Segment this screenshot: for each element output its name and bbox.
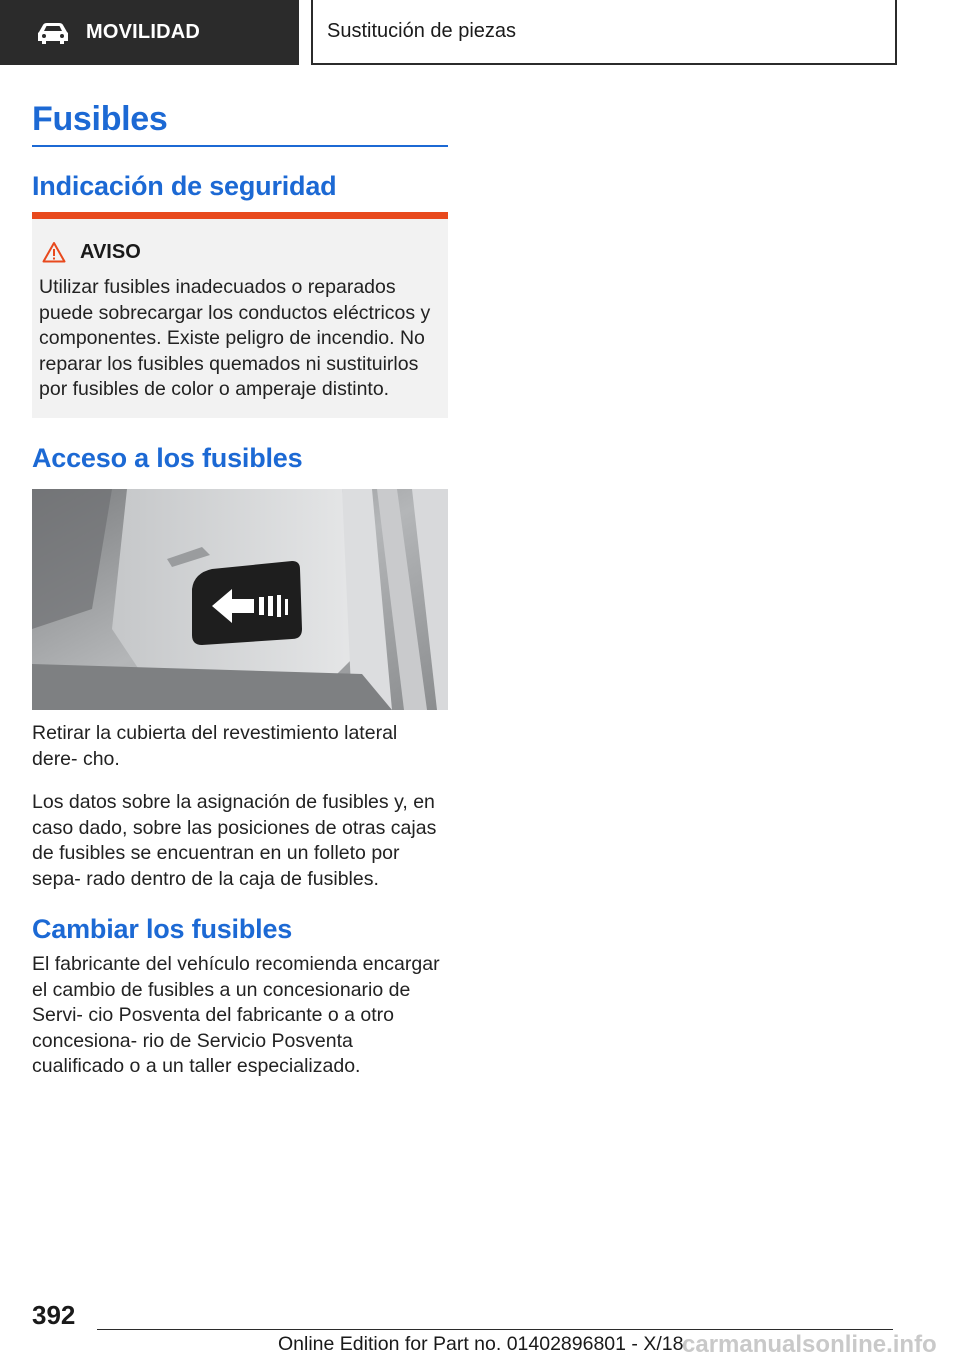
warning-label: AVISO [80, 240, 141, 263]
footer-edition: Online Edition for Part no. 01402896801 - X/18 [278, 1333, 684, 1355]
watermark: carmanualsonline.info [682, 1331, 937, 1358]
section-tab [0, 0, 299, 65]
warning-accent-bar [32, 212, 448, 219]
warning-triangle-icon [42, 241, 66, 263]
access-heading: Acceso a los fusibles [32, 443, 303, 473]
safety-heading: Indicación de seguridad [32, 171, 337, 201]
page-title: Fusibles [32, 100, 168, 138]
access-paragraph-2: Los datos sobre la asignación de fusibles y, en caso dado, sobre las posiciones de otras cajas de fusibles se encuentran en un folleto por sepa‐ rado dentro de la caja de fusibles. [32, 791, 437, 890]
warning-box [32, 219, 448, 418]
section-label: MOVILIDAD [86, 21, 201, 43]
fuse-cover-photo [32, 489, 448, 710]
title-divider [32, 145, 448, 147]
subsection-label: Sustitución de piezas [327, 20, 517, 42]
page-number: 392 [32, 1300, 76, 1330]
access-paragraph-1: Retirar la cubierta del revestimiento lateral dere‐ cho. [32, 722, 398, 770]
footer-divider [97, 1329, 893, 1330]
change-heading: Cambiar los fusibles [32, 914, 293, 944]
change-paragraph: El fabricante del vehículo recomienda encargar el cambio de fusibles a un concesionario de Servi‐ cio Posventa del fabricante o a otro concesiona‐ rio de Servicio Posventa cualificado o a un taller especializado. [32, 953, 440, 1077]
warning-title [39, 239, 441, 265]
warning-text: Utilizar fusibles inadecuados o reparados puede sobrecargar los conductos eléctricos y componentes. Existe peligro de incendio. No reparar los fusibles quemados ni sustituirlos por fusibles de color o amperaje distinto. [39, 276, 431, 400]
car-icon [36, 21, 70, 45]
subsection-tab [311, 0, 897, 65]
